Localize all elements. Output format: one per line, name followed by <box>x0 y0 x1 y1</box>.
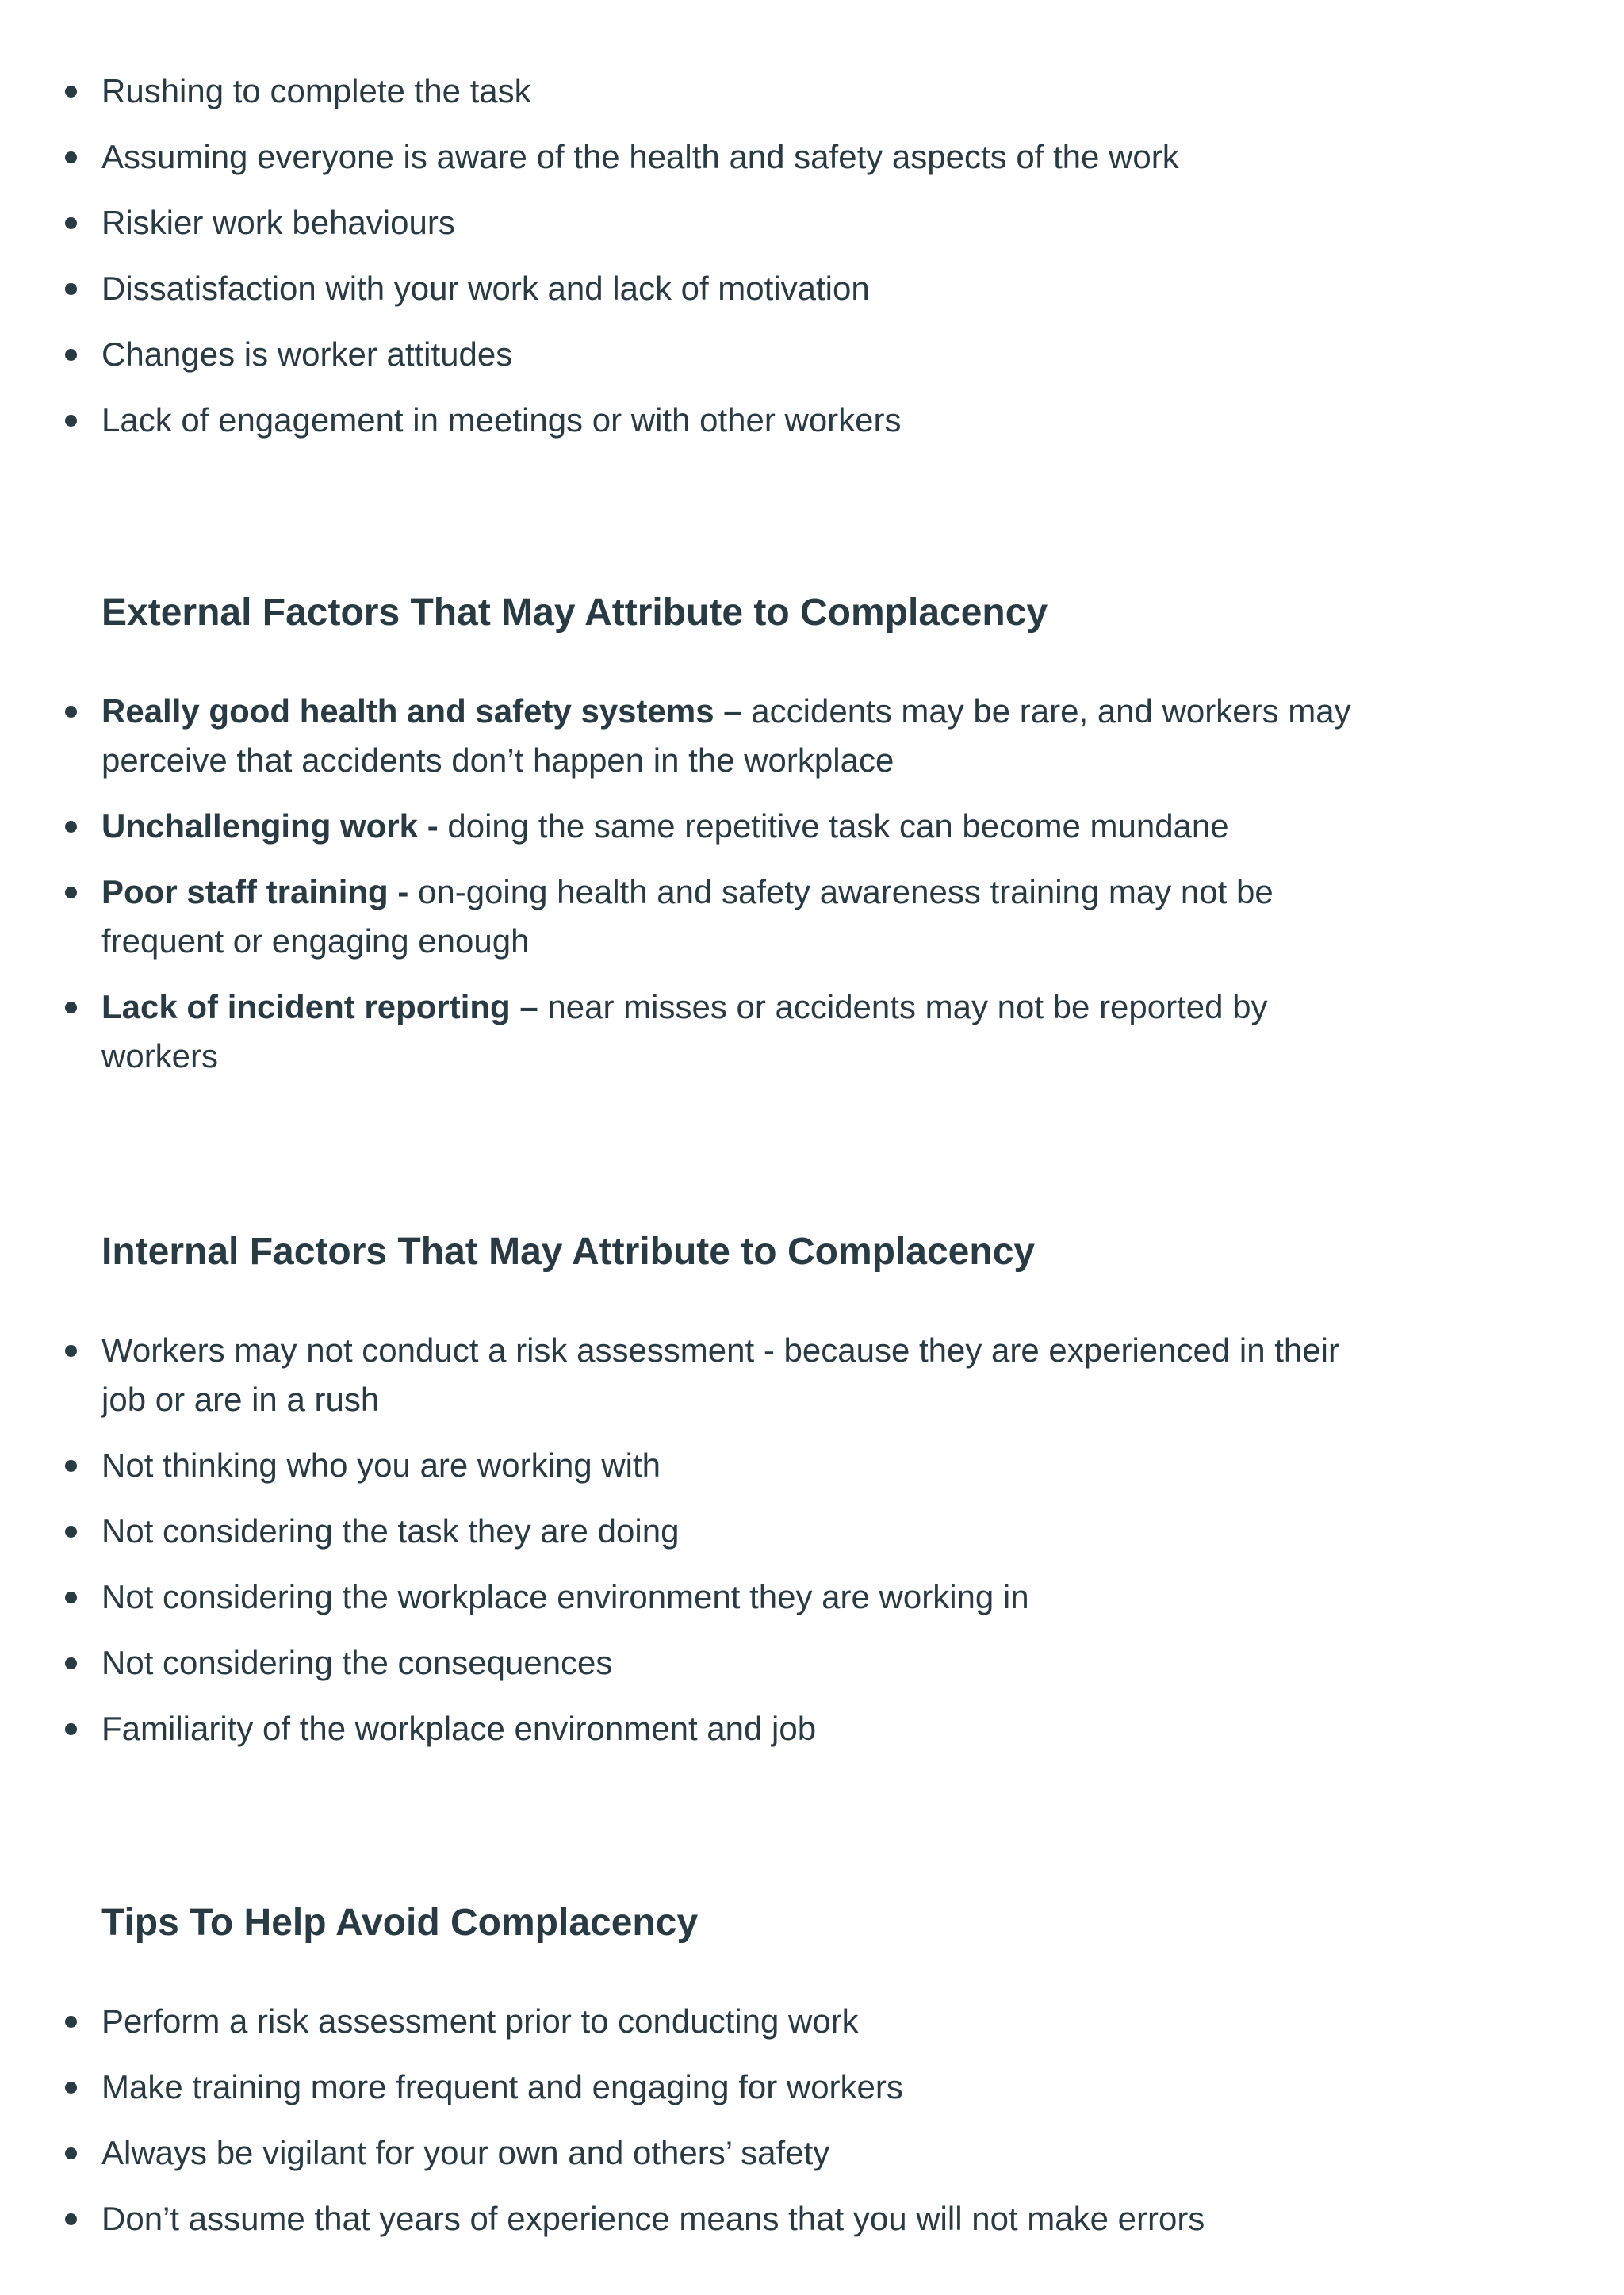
list-item: Assuming everyone is aware of the health and safety aspects of the work <box>102 132 1370 182</box>
external-factors-heading: External Factors That May Attribute to Complacency <box>102 592 1048 634</box>
external-factors-list <box>102 687 1370 1098</box>
list-item: Don’t assume that years of experience means that you will not make errors <box>102 2194 1370 2243</box>
list-item-term: Really good health and safety systems – <box>102 692 742 730</box>
list-item <box>102 802 1370 851</box>
list-item: Not considering the task they are doing <box>102 1507 1370 1556</box>
list-item: Changes is worker attitudes <box>102 330 1370 379</box>
list-item-term: Poor staff training - <box>102 873 418 910</box>
internal-factors-heading: Internal Factors That May Attribute to Complacency <box>102 1231 1036 1273</box>
list-item: Always be vigilant for your own and others’ safety <box>102 2128 1370 2178</box>
list-item <box>102 983 1370 1081</box>
list-item-term: Unchallenging work - <box>102 807 448 845</box>
list-item: Not considering the workplace environment they are working in <box>102 1573 1370 1622</box>
list-item <box>102 687 1370 785</box>
list-item: Familiarity of the workplace environment and job <box>102 1704 1370 1753</box>
list-item: Lack of engagement in meetings or with other workers <box>102 396 1370 445</box>
tips-heading: Tips To Help Avoid Complacency <box>102 1902 699 1944</box>
list-item-text: near misses or accidents may not be reported by workers <box>102 988 1268 1075</box>
list-item-term: Lack of incident reporting – <box>102 988 538 1025</box>
list-item: Perform a risk assessment prior to conducting work <box>102 1997 1370 2046</box>
list-item: Rushing to complete the task <box>102 67 1370 116</box>
list-item: Not thinking who you are working with <box>102 1441 1370 1490</box>
list-item: Workers may not conduct a risk assessment - because they are experienced in their job or are in a rush <box>102 1326 1370 1424</box>
intro-list <box>102 67 1370 462</box>
list-item: Dissatisfaction with your work and lack of motivation <box>102 264 1370 313</box>
list-item-text: accidents may be rare, and workers may perceive that accidents don’t happen in the workplace <box>102 692 1351 779</box>
list-item: Not considering the consequences <box>102 1638 1370 1688</box>
list-item-text: on-going health and safety awareness training may not be frequent or engaging enough <box>102 873 1274 960</box>
list-item: Riskier work behaviours <box>102 198 1370 247</box>
internal-factors-list <box>102 1326 1370 1770</box>
list-item <box>102 868 1370 966</box>
list-item: Make training more frequent and engaging for workers <box>102 2063 1370 2112</box>
list-item-text: doing the same repetitive task can become mundane <box>447 807 1229 845</box>
tips-list <box>102 1997 1370 2260</box>
